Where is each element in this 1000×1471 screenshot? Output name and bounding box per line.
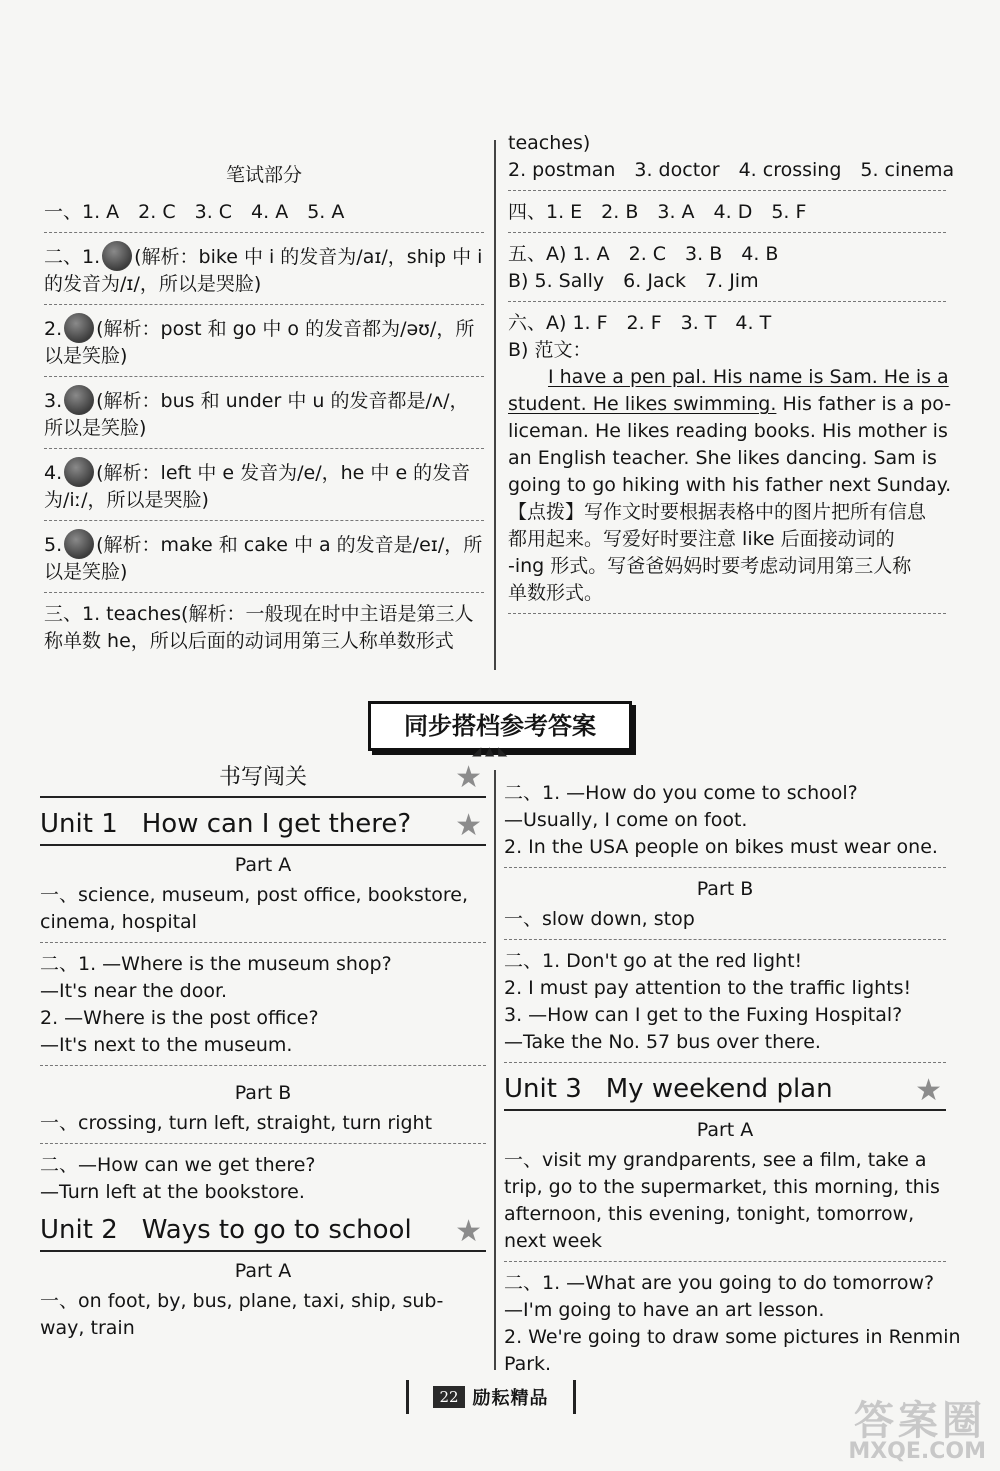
answer-section-6a: 六、A) 1. F 2. F 3. T 4. T [508, 312, 772, 334]
section-heading: 书写闯关 ★ [40, 762, 486, 798]
tip-line: 都用起来。写爱好时要注意 like 后面接动词的 [508, 528, 895, 550]
model-essay-line: I have a pen pal. His name is Sam. He is a [548, 366, 949, 388]
sad-face-icon [64, 457, 94, 487]
answer-section-3-cont: 称单数 he，所以后面的动词用第三人称单数形式 [44, 630, 454, 652]
tip-line: -ing 形式。写爸爸妈妈时要考虑动词用第三人称 [508, 555, 912, 577]
tip-line: 单数形式。 [508, 580, 946, 614]
answer-line: 二、1. Don't go at the red light! [504, 950, 803, 972]
answer-line: —Turn left at the bookstore. [40, 1181, 305, 1203]
unit-2-title: Unit 2 Ways to go to school ★ [40, 1212, 486, 1252]
brand-label: 励耘精品 [472, 1388, 549, 1409]
answer-line: 3. —How can I get to the Fuxing Hospital? [504, 1004, 903, 1026]
answer-2-1: 二、1. (解析：bike 中 i 的发音为/aɪ/，ship 中 i [44, 241, 484, 271]
answer-2-5: 5. (解析：make 和 cake 中 a 的发音是/eɪ/，所 [44, 529, 484, 559]
answer-2-4: 4. (解析：left 中 e 发音为/e/，he 中 e 的发音 [44, 457, 484, 487]
answer-line: —I'm going to have an art lesson. [504, 1299, 825, 1321]
part-a-label: Part A [234, 854, 292, 876]
model-essay-line: going to go hiking with his father next Sunday. [508, 474, 952, 496]
smile-face-icon [64, 313, 94, 343]
answer-line: 一、crossing, turn left, straight, turn right [40, 1110, 486, 1144]
star-icon: ★ [455, 808, 482, 843]
model-essay-line: liceman. He likes reading books. His mother is [508, 420, 948, 442]
star-icon: ★ [455, 1214, 482, 1249]
answer-2-2-cont: 以是笑脸) [44, 343, 484, 377]
right-bottom-column [504, 780, 961, 1378]
answer-line: —Usually, I come on foot. [504, 809, 748, 831]
sad-face-icon [102, 241, 132, 271]
smile-face-icon [64, 529, 94, 559]
star-icon: ★ [915, 1073, 942, 1108]
answer-line: 一、science, museum, post office, bookstore, [40, 884, 469, 906]
answer-2-4-cont: 为/iː/，所以是哭脸) [44, 487, 484, 521]
unit-1-title: Unit 1 How can I get there? ★ [40, 806, 486, 846]
answer-section-5a: 五、A) 1. A 2. C 3. B 4. B [508, 243, 779, 265]
part-a-label: Part A [234, 1260, 292, 1282]
answer-line: 2. We're going to draw some pictures in Renmin [504, 1326, 961, 1348]
answer-line: 二、—How can we get there? [40, 1154, 316, 1176]
answer-line: 2. I must pay attention to the traffic lights! [504, 977, 912, 999]
answer-2-3: 3. (解析：bus 和 under 中 u 的发音都是/ʌ/， [44, 385, 484, 415]
unit-3-title: Unit 3 My weekend plan ★ [504, 1071, 946, 1111]
answer-2-1-cont: 的发音为/ɪ/，所以是哭脸) [44, 271, 484, 305]
answer-line: —It's near the door. [40, 980, 228, 1002]
answer-line: way, train [40, 1317, 135, 1339]
column-divider-bottom [494, 770, 496, 1370]
answer-line: 2. —Where is the post office? [40, 1007, 319, 1029]
arrow-decoration-icon: ◢ ▲ ◣ [472, 744, 508, 758]
answer-line: —Take the No. 57 bus over there. [504, 1029, 946, 1063]
part-b-label: Part B [234, 1082, 292, 1104]
answer-section-3: 三、1. teaches(解析：一般现在时中主语是第三人 [44, 603, 474, 625]
answer-3-rest: 2. postman 3. doctor 4. crossing 5. cinema [508, 157, 946, 191]
answer-2-5-cont: 以是笑脸) [44, 559, 484, 593]
answer-line: cinema, hospital [40, 909, 486, 943]
model-essay-line: student. He likes swimming. His father is a po- [508, 393, 952, 415]
sync-answer-banner: 同步搭档参考答案 [368, 701, 632, 751]
model-essay-label: B) 范文： [508, 339, 592, 361]
answer-line: 二、1. —Where is the museum shop? [40, 953, 392, 975]
answer-line: 一、on foot, by, bus, plane, taxi, ship, sub- [40, 1290, 444, 1312]
answer-section-1: 一、1. A 2. C 3. C 4. A 5. A [44, 199, 484, 233]
right-top-column [508, 130, 955, 622]
star-icon: ★ [455, 760, 482, 795]
page-number: 22 [433, 1386, 464, 1408]
model-essay-line: an English teacher. She likes dancing. Sam is [508, 447, 937, 469]
tip-line: 【点拨】写作文时要根据表格中的图片把所有信息 [508, 501, 927, 523]
answer-line: 二、1. —How do you come to school? [504, 782, 858, 804]
answer-3-cont: teaches) [508, 132, 591, 154]
answer-line: 2. In the USA people on bikes must wear one. [504, 834, 946, 868]
watermark: 答案圈 MXQE.COM [848, 1398, 986, 1464]
answer-2-3-cont: 所以是笑脸) [44, 415, 484, 449]
left-bottom-column [40, 762, 486, 1342]
answer-line: next week [504, 1228, 946, 1262]
part-a-label: Part A [696, 1119, 754, 1141]
answer-line: afternoon, this evening, tonight, tomorrow, [504, 1203, 915, 1225]
answer-2-2: 2. (解析：post 和 go 中 o 的发音都为/əʊ/，所 [44, 313, 484, 343]
answer-line: —It's next to the museum. [40, 1032, 486, 1066]
page-footer [406, 1380, 576, 1414]
written-test-heading: 笔试部分 [225, 164, 302, 186]
answer-line: 一、visit my grandparents, see a film, take a [504, 1149, 927, 1171]
answer-line: Park. [504, 1353, 552, 1375]
part-b-label: Part B [696, 878, 754, 900]
answer-line: 一、slow down, stop [504, 906, 946, 940]
answer-line: 二、1. —What are you going to do tomorrow? [504, 1272, 935, 1294]
column-divider-top [494, 140, 496, 670]
answer-line: trip, go to the supermarket, this morning, this [504, 1176, 940, 1198]
answer-section-4: 四、1. E 2. B 3. A 4. D 5. F [508, 199, 946, 233]
answer-section-5b: B) 5. Sally 6. Jack 7. Jim [508, 268, 946, 302]
smile-face-icon [64, 385, 94, 415]
left-top-column [44, 160, 484, 655]
